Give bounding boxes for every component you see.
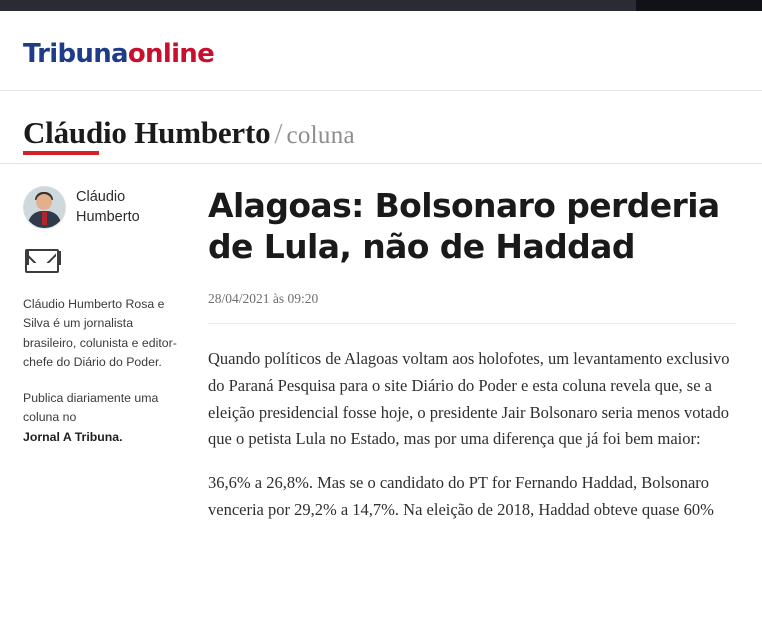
article-paragraph: Quando políticos de Alagoas voltam aos holofotes, um levantamento exclusivo do Paraná Pesquisa para o site Diário do Poder e esta coluna revela que, se a eleição presidencial fosse hoje, o presidente Jair Bolsonaro seria menos votado que o petista Lula no Estado, mas por uma diferença que já foi bem maior:: [208, 349, 730, 449]
avatar-face: [36, 194, 52, 210]
article-headline: Alagoas: Bolsonaro perderia de Lula, não de Haddad: [208, 186, 720, 266]
logo-text-primary: Tribuna: [23, 39, 128, 69]
publishes-outlet-link[interactable]: Jornal A Tribuna.: [23, 429, 123, 444]
top-bar-accent: [636, 0, 762, 11]
envelope-icon[interactable]: [25, 249, 59, 273]
publishes-text: Publica diariamente uma coluna no: [23, 390, 159, 425]
envelope-flap: [28, 252, 56, 263]
title-separator: /: [274, 118, 283, 150]
article-text: [208, 346, 736, 523]
author-publishes: [23, 389, 182, 447]
title-underline: [23, 151, 99, 155]
page-title: Cláudio Humberto: [23, 115, 271, 150]
article-paragraph: 36,6% a 26,8%. Mas se o candidato do PT for Fernando Haddad, Bolsonaro venceria por 29,2% a 14,7%. Na eleição de 2018, Haddad obteve quase 60%: [208, 473, 714, 519]
author-sidebar: [0, 186, 200, 540]
author-bio: Cláudio Humberto Rosa e Silva é um jornalista brasileiro, colunista e editor-chefe do Diário do Poder.: [23, 297, 177, 370]
site-header: [0, 11, 762, 91]
author-name: Cláudio Humberto: [76, 189, 140, 225]
article-body: [200, 186, 762, 540]
logo-text-secondary: online: [127, 39, 215, 69]
avatar: [23, 186, 66, 229]
column-header: [0, 91, 762, 153]
article-timestamp: 28/04/2021 às 09:20: [208, 291, 319, 307]
avatar-tie: [42, 212, 47, 225]
bottom-fade: [0, 590, 762, 630]
page-subtitle: coluna: [286, 122, 355, 149]
site-logo[interactable]: [23, 39, 214, 69]
main-content: [0, 164, 762, 540]
author-block[interactable]: [23, 186, 182, 229]
article-divider: [208, 323, 736, 324]
